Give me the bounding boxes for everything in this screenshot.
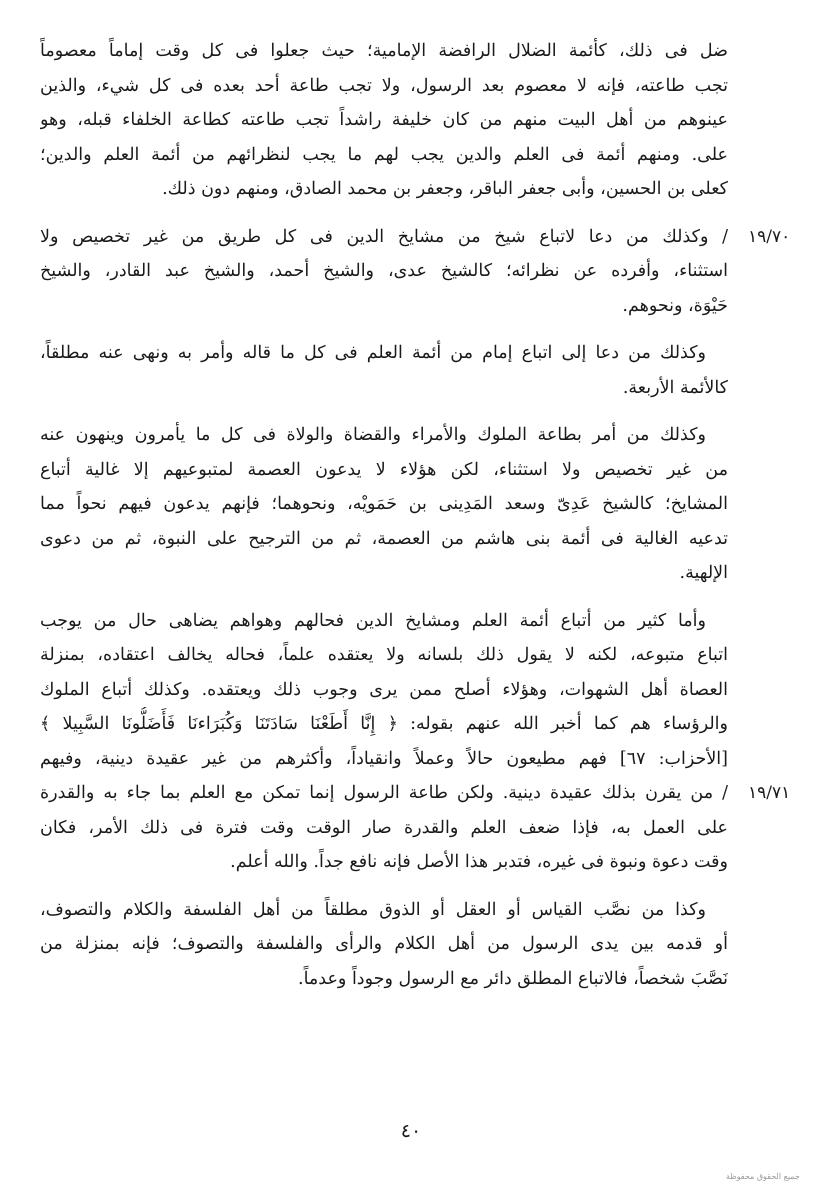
text-line: من غير تخصيص ولا استثناء، لكن هؤلاء لا يدعون العصمة لمتبوعيهم إلا غالية أتباع bbox=[40, 459, 728, 480]
text-line: كالأئمة الأربعة. bbox=[622, 377, 728, 398]
text-line: / وكذلك من دعا لاتباع شيخ من مشايخ الدين فى كل طريق من غير تخصيص ولا bbox=[40, 226, 728, 247]
text-line: المشايخ؛ كالشيخ عَدِىّ وسعد المَدِينى بن حَمَويْه، ونحوهما؛ فإنهم يدعون فيهم نحواً مما bbox=[40, 494, 728, 514]
text-line: والرؤساء هم كما أخبر الله عنهم بقوله: ﴿ إِنَّا أَطَعْنَا سَادَتَنَا وَكُبَرَاءنَا فَأَضَلُّونَا السَّبِيلا ﴾ bbox=[40, 714, 728, 734]
text-line: وكذلك من دعا إلى اتباع إمام من أئمة العلم فى كل ما قاله وأمر به ونهى عنه مطلقاً، bbox=[40, 343, 706, 363]
text-line: تدعيه الغالية فى أئمة بنى هاشم من العصمة، ثم من الترجيح على النبوة، ثم من دعوى bbox=[40, 528, 728, 549]
text-line: وكذا من نصَّب القياس أو العقل أو الذوق مطلقاً من أهل الفلسفة والكلام والتصوف، bbox=[40, 899, 706, 920]
text-line: اتباع متبوعه، لكنه لا يقول ذلك بلسانه ولا يعتقده علماً، فحاله يخالف اعتقاده، بمنزلة bbox=[40, 645, 728, 665]
paragraph bbox=[40, 336, 728, 405]
paragraph bbox=[40, 418, 728, 591]
paragraph bbox=[40, 604, 728, 880]
margin-reference: ١٩/٧٠ bbox=[748, 226, 791, 247]
watermark: جميع الحقوق محفوظة bbox=[726, 1172, 800, 1181]
text-line: حَيْوَة، ونحوهم. bbox=[622, 295, 728, 316]
text-line: كعلى بن الحسين، وأبى جعفر الباقر، وجعفر بن محمد الصادق، ومنهم دون ذلك. bbox=[162, 179, 728, 199]
text-line: [الأحزاب: ٦٧] فهم مطيعون حالاً وعملاً وانقياداً، وأكثرهم من غير عقيدة دينية، وفيهم bbox=[40, 748, 728, 769]
text-line: على العمل به، فإذا ضعف العلم والقدرة صار الوقت وقت فترة فى ذلك الأمر، فكان bbox=[40, 817, 728, 838]
text-line: وكذلك من أمر بطاعة الملوك والأمراء والقضاة والولاة فى كل ما يأمرون وينهون عنه bbox=[40, 425, 706, 445]
text-line: الإلهية. bbox=[679, 563, 728, 583]
margin-reference: ١٩/٧١ bbox=[748, 783, 791, 803]
text-line: تجب طاعته، فإنه لا معصوم بعد الرسول، ولا تجب طاعة أحد بعده فى كل شيء، والذين bbox=[40, 75, 728, 96]
text-line: وأما كثير من أتباع أئمة العلم ومشايخ الدين فحالهم وهواهم يضاهى حال من يوجب bbox=[40, 610, 706, 631]
paragraph bbox=[40, 220, 728, 324]
text-line: وقت دعوة ونبوة فى غيره، فتدبر هذا الأصل فإنه نافع جداً. والله أعلم. bbox=[230, 852, 728, 872]
text-line: على. ومنهم أئمة فى العلم والدين يجب لهم ما يجب لنظرائهم من أئمة العلم والدين؛ bbox=[40, 144, 728, 165]
text-line: العصاة أهل الشهوات، وهؤلاء أصلح ممن يرى وجوب ذلك ويعتقده. وكذلك أتباع الملوك bbox=[40, 679, 728, 700]
text-line: أو قدمه بين يدى الرسول من أهل الكلام والرأى والفلسفة والتصوف؛ فإنه بمنزلة من bbox=[40, 934, 728, 954]
text-line: عينوهم من أهل البيت منهم من كان خليفة راشداً تجب طاعته كطاعة الخلفاء قبله، وهو bbox=[40, 110, 728, 130]
paragraph bbox=[40, 893, 728, 997]
text-line: استثناء، وأفرده عن نظرائه؛ كالشيخ عدى، والشيخ أحمد، والشيخ عبد القادر، والشيخ bbox=[40, 261, 728, 281]
page-number: ٤٠ bbox=[400, 1120, 422, 1142]
text-line: ضل فى ذلك، كأئمة الضلال الرافضة الإمامية؛ حيث جعلوا فى كل وقت إماماً معصوماً bbox=[40, 41, 728, 61]
text-line: / من يقرن بذلك عقيدة دينية. ولكن طاعة الرسول إنما تمكن مع العلم بما جاء به والقدرة bbox=[40, 783, 728, 803]
paragraph bbox=[40, 34, 728, 207]
text-line: نَصَّبَ شخصاً، فالاتباع المطلق دائر مع الرسول وجوداً وعدماً. bbox=[298, 968, 728, 989]
body-text bbox=[40, 34, 728, 1009]
